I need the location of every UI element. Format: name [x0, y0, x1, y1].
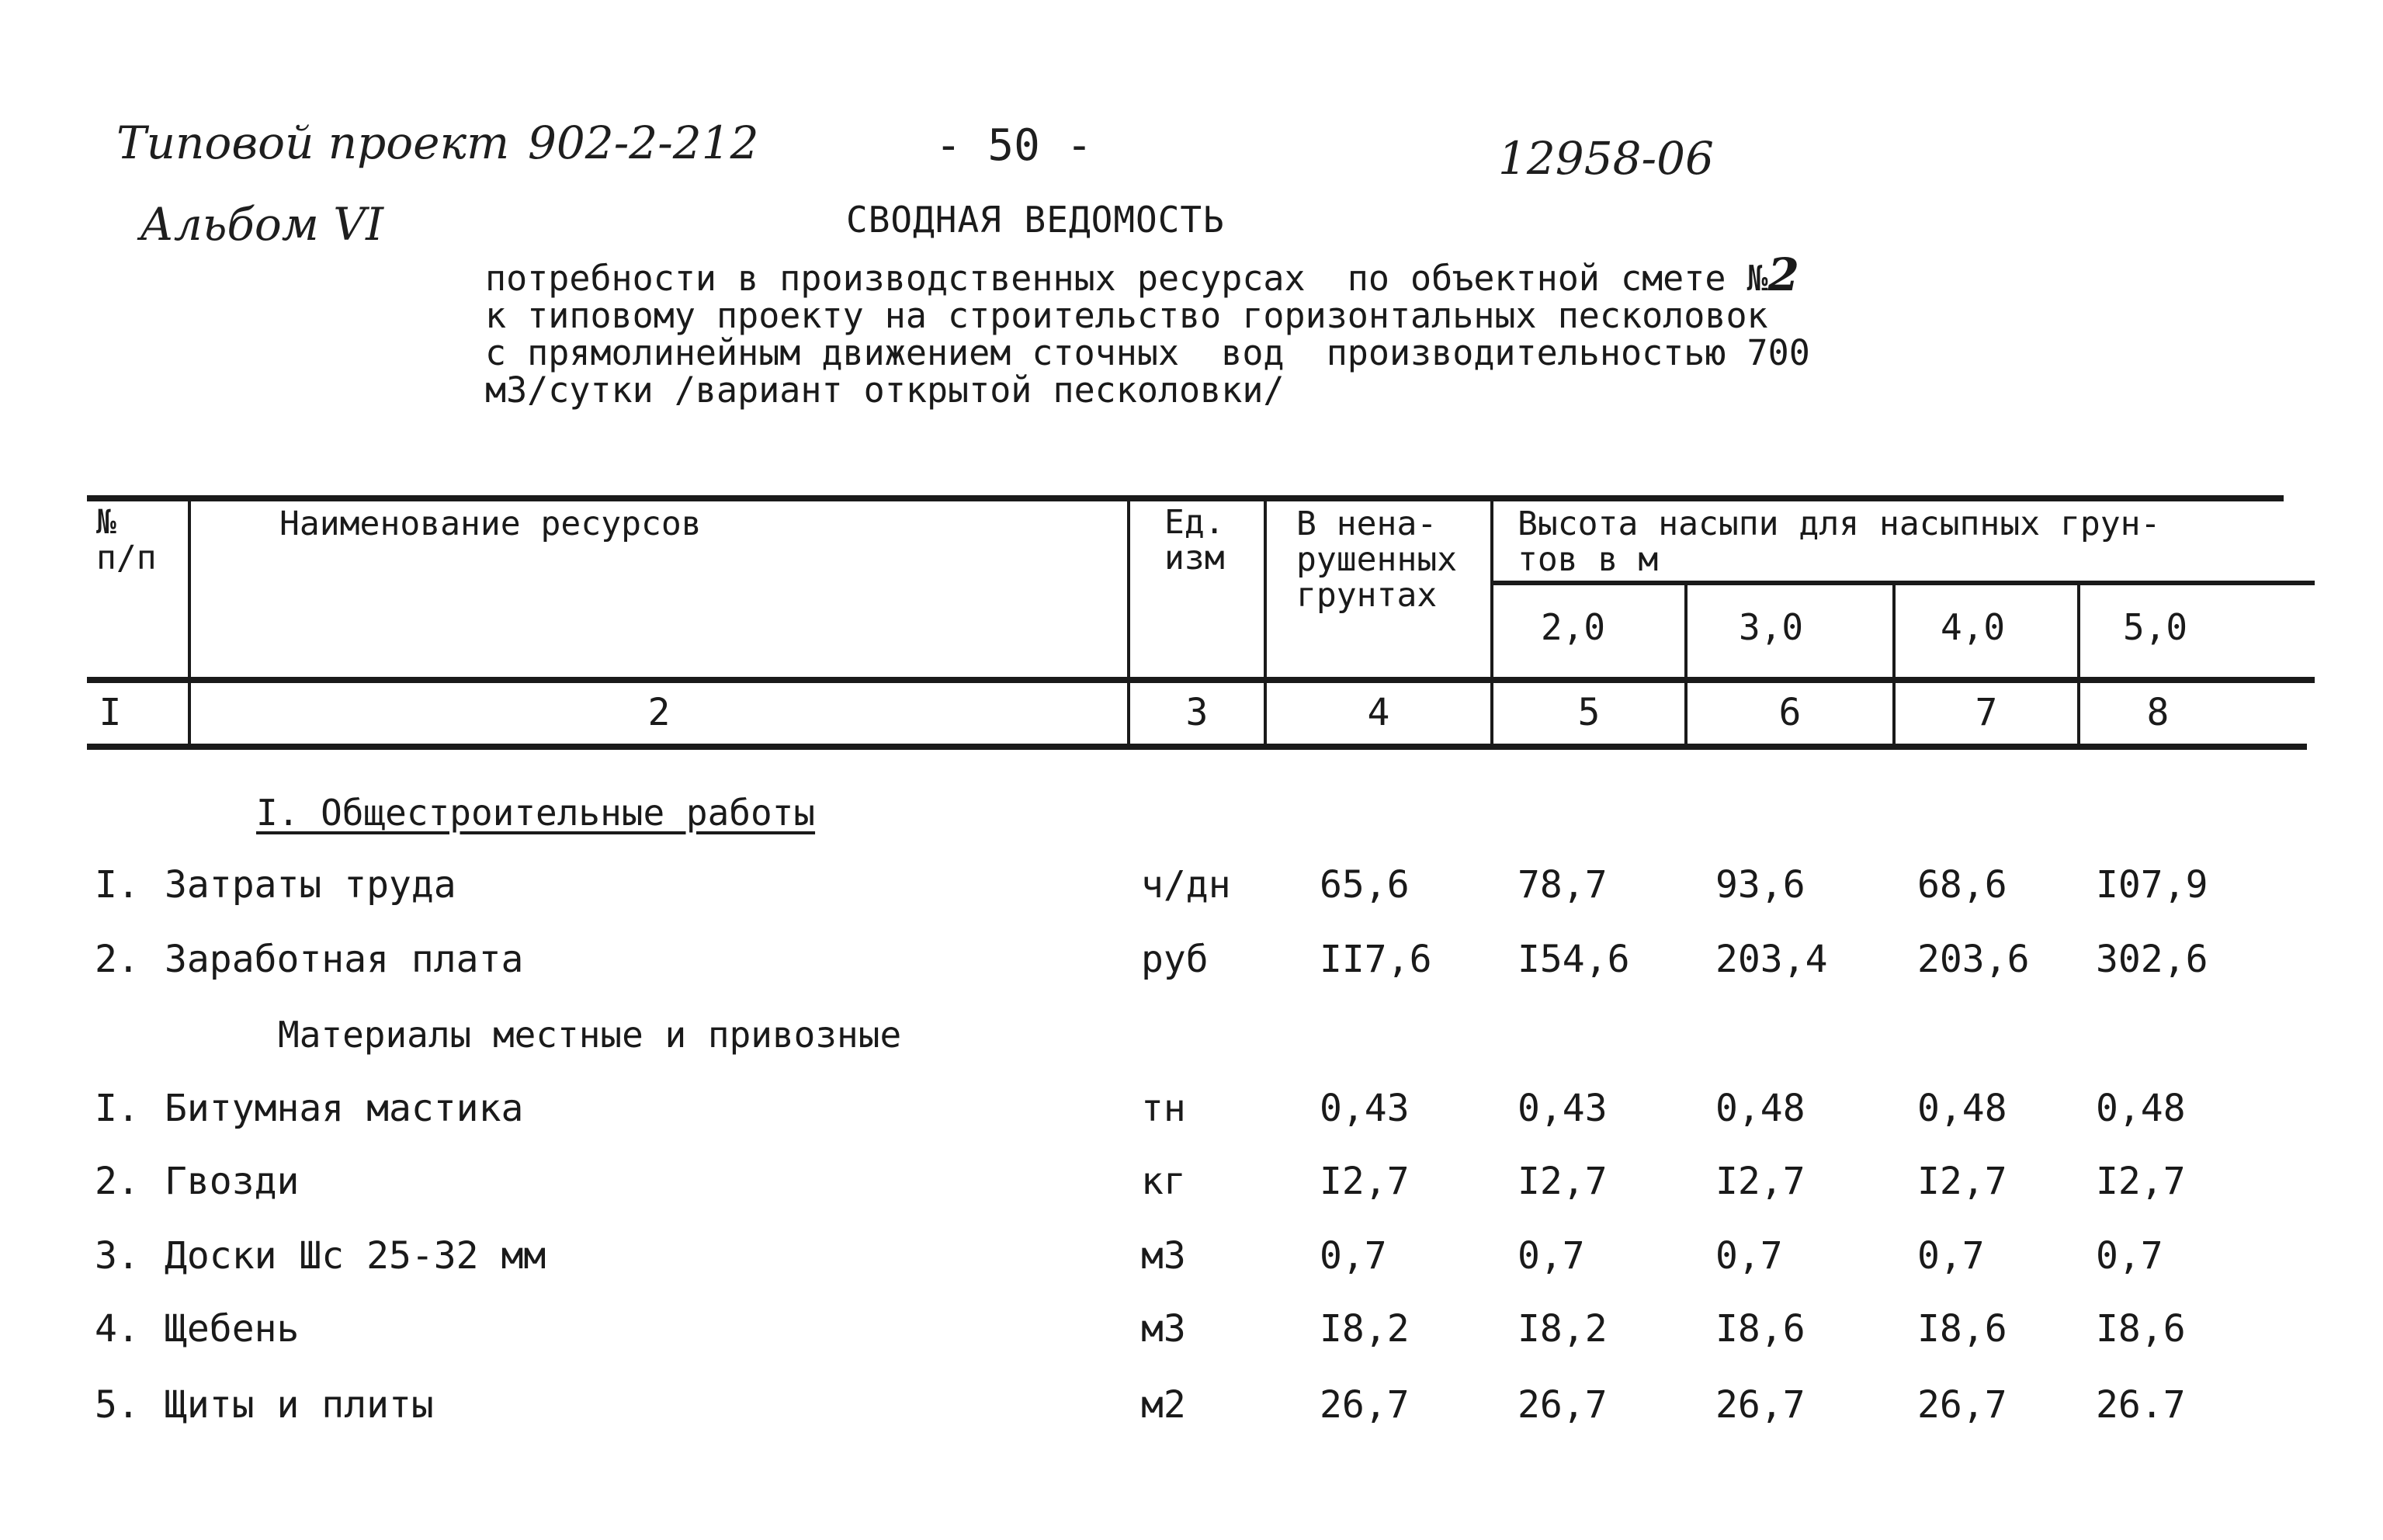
table-top-rule — [87, 495, 2284, 501]
resource-name: Доски Шс 25-32 мм — [165, 1234, 546, 1278]
unit: руб — [1141, 938, 1209, 981]
value-h5: 0,7 — [2096, 1234, 2163, 1278]
header-num: № п/п — [96, 503, 157, 578]
row-number: I. — [95, 863, 140, 907]
header-height-2: 3,0 — [1739, 606, 1804, 648]
value-h4: I2,7 — [1917, 1160, 2007, 1203]
header-height-4: 5,0 — [2123, 606, 2188, 648]
row-number: 2. — [95, 1160, 140, 1203]
value-h3: 93,6 — [1715, 863, 1805, 907]
unit: м3 — [1141, 1307, 1186, 1351]
header-height-1: 2,0 — [1541, 606, 1606, 648]
header-undisturbed: В нена- рушенных грунтах — [1296, 505, 1458, 615]
fill-height-rule — [1492, 581, 2315, 585]
value-undisturbed: 0,43 — [1320, 1087, 1410, 1130]
col-number-3: 3 — [1185, 691, 1209, 734]
col-number-2: 2 — [647, 691, 671, 734]
subtitle-line-4: м3/сутки /вариант открытой песколовки/ — [485, 369, 1285, 411]
col-number-5: 5 — [1577, 691, 1601, 734]
subtitle-line-1: потребности в производственных ресурсах по объектной смете № — [485, 258, 1768, 299]
value-h5: I07,9 — [2096, 863, 2208, 907]
value-h2: 78,7 — [1518, 863, 1608, 907]
value-h3: 0,7 — [1715, 1234, 1783, 1278]
value-h3: 0,48 — [1715, 1087, 1805, 1130]
table-row — [0, 1087, 2383, 1133]
value-h4: 68,6 — [1917, 863, 2007, 907]
column-numbers-bottom-rule — [87, 744, 2307, 750]
unit: тн — [1141, 1087, 1186, 1130]
value-h5: I8,6 — [2096, 1307, 2186, 1351]
value-h5: 26.7 — [2096, 1383, 2186, 1427]
subtitle-line-3: с прямолинейным движением сточных вод производительностью 700 — [485, 332, 1810, 373]
header-unit: Ед. изм — [1164, 503, 1225, 578]
value-h2: 26,7 — [1518, 1383, 1608, 1427]
value-h3: I2,7 — [1715, 1160, 1805, 1203]
col-number-6: 6 — [1778, 691, 1802, 734]
value-h4: 26,7 — [1917, 1383, 2007, 1427]
section-heading-materials: Материалы местные и привозные — [278, 1014, 902, 1056]
page-number: - 50 - — [935, 120, 1093, 171]
resource-name: Затраты труда — [165, 863, 456, 907]
header-fill-height: Высота насыпи для насыпных грун- тов в м — [1518, 505, 2161, 579]
col-number-4: 4 — [1367, 691, 1390, 734]
unit: м2 — [1141, 1383, 1186, 1427]
resource-name: Щебень — [165, 1307, 300, 1351]
table-row — [0, 1160, 2383, 1206]
col-number-7: 7 — [1975, 691, 1998, 734]
project-number: 902-2-212 — [528, 116, 759, 169]
table-row — [0, 1234, 2383, 1281]
value-h4: 0,48 — [1917, 1087, 2007, 1130]
value-h4: 203,6 — [1917, 938, 2030, 981]
subtitle-line-2: к типовому проекту на строительство горизонтальных песколовок — [485, 295, 1768, 336]
row-number: 5. — [95, 1383, 140, 1427]
project-label: Типовой проект — [116, 116, 510, 169]
value-undisturbed: 0,7 — [1320, 1234, 1387, 1278]
value-undisturbed: I8,2 — [1320, 1307, 1410, 1351]
table-row — [0, 1307, 2383, 1354]
resource-name: Гвозди — [165, 1160, 300, 1203]
value-h2: I8,2 — [1518, 1307, 1608, 1351]
value-h5: I2,7 — [2096, 1160, 2186, 1203]
resource-name: Щиты и плиты — [165, 1383, 434, 1427]
value-h2: I2,7 — [1518, 1160, 1608, 1203]
value-undisturbed: II7,6 — [1320, 938, 1432, 981]
value-undisturbed: 26,7 — [1320, 1383, 1410, 1427]
value-h2: 0,43 — [1518, 1087, 1608, 1130]
album-label: Альбом VI — [140, 198, 384, 251]
value-h3: 26,7 — [1715, 1383, 1805, 1427]
resource-name: Битумная мастика — [165, 1087, 524, 1130]
header-bottom-rule — [87, 677, 2315, 683]
row-number: 4. — [95, 1307, 140, 1351]
row-number: I. — [95, 1087, 140, 1130]
value-h3: 203,4 — [1715, 938, 1828, 981]
estimate-number: 2 — [1767, 248, 1799, 301]
value-h5: 0,48 — [2096, 1087, 2186, 1130]
value-h5: 302,6 — [2096, 938, 2208, 981]
unit: м3 — [1141, 1234, 1186, 1278]
row-number: 3. — [95, 1234, 140, 1278]
value-undisturbed: 65,6 — [1320, 863, 1410, 907]
value-h2: 0,7 — [1518, 1234, 1585, 1278]
table-row — [0, 863, 2383, 910]
section-heading-general-construction: I. Общестроительные работы — [256, 792, 816, 834]
table-row — [0, 1383, 2383, 1430]
unit: ч/дн — [1141, 863, 1231, 907]
col-number-8: 8 — [2146, 691, 2170, 734]
value-h3: I8,6 — [1715, 1307, 1805, 1351]
table-row — [0, 938, 2383, 984]
value-undisturbed: I2,7 — [1320, 1160, 1410, 1203]
header-height-3: 4,0 — [1941, 606, 2006, 648]
row-number: 2. — [95, 938, 140, 981]
value-h4: 0,7 — [1917, 1234, 1985, 1278]
document-code: 12958-06 — [1498, 132, 1714, 185]
document-subtitle — [485, 248, 1810, 411]
unit: кг — [1141, 1160, 1186, 1203]
resource-name: Заработная плата — [165, 938, 524, 981]
value-h2: I54,6 — [1518, 938, 1630, 981]
document-title: СВОДНАЯ ВЕДОМОСТЬ — [846, 199, 1225, 241]
col-number-1: I — [99, 691, 122, 734]
header-name: Наименование ресурсов — [279, 505, 702, 543]
value-h4: I8,6 — [1917, 1307, 2007, 1351]
